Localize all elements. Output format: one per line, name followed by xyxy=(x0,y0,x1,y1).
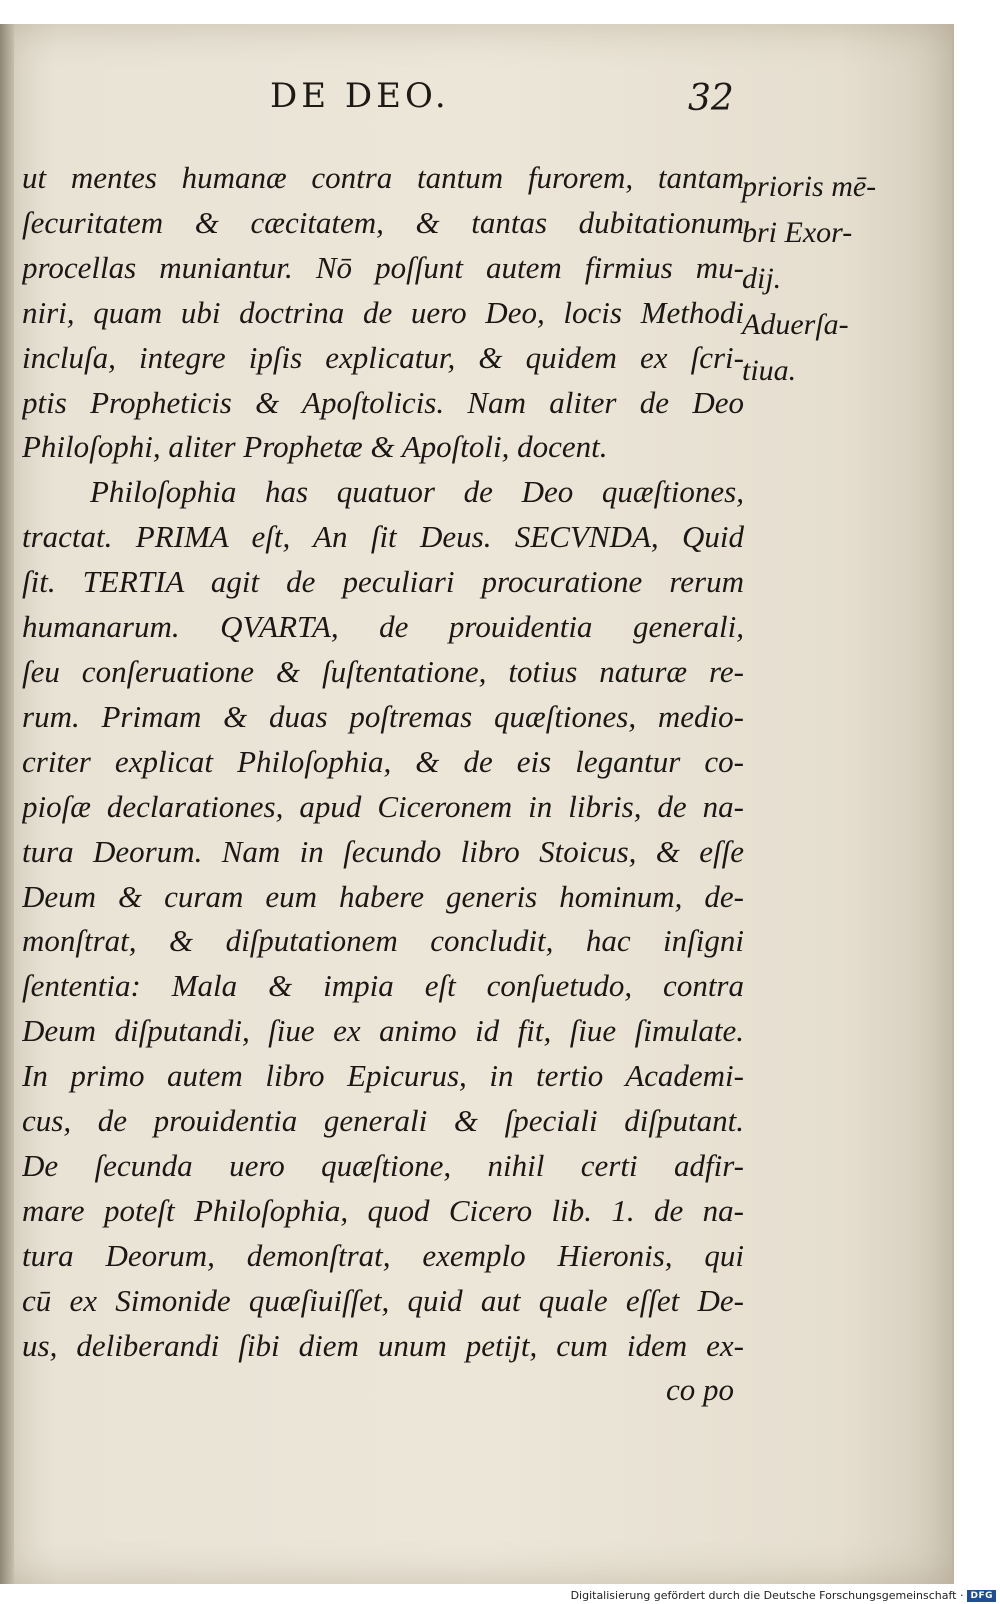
text-line: criter explicat Philoſophia, & de eis legantur co- xyxy=(22,743,744,779)
page-number: 32 xyxy=(688,78,734,119)
text-line: procellas muniantur. Nō poſſunt autem firmius mu- xyxy=(22,249,744,285)
text-line: niri, quam ubi doctrina de uero Deo, locis Methodi xyxy=(22,294,744,330)
text-line: tura Deorum. Nam in ſecundo libro Stoicus, & eſſe xyxy=(22,833,744,869)
text-line: In primo autem libro Epicurus, in tertio Academi- xyxy=(22,1058,744,1094)
marginal-note-line: prioris mē- xyxy=(742,170,877,203)
text-line: humanarum. QVARTA, de prouidentia generali, xyxy=(22,609,744,645)
text-line: ſecuritatem & cæcitatem, & tantas dubitationum xyxy=(22,204,744,240)
text-line: ſit. TERTIA agit de peculiari procuratione rerum xyxy=(22,564,744,600)
marginal-note-line: tiua. xyxy=(742,354,797,387)
text-line: Deum & curam eum habere generis hominum, de- xyxy=(22,878,744,914)
marginal-note-line: Aduerſa- xyxy=(742,308,849,341)
text-line: tractat. PRIMA eſt, An ſit Deus. SECVNDA, Quid xyxy=(22,519,744,555)
marginal-note-line: dij. xyxy=(742,262,782,295)
footer-text: Digitalisierung gefördert durch die Deutsche Forschungsgemeinschaft · xyxy=(570,1589,964,1602)
text-line: mare poteſt Philoſophia, quod Cicero lib. 1. de na- xyxy=(22,1192,744,1228)
text-line: Deum diſputandi, ſiue ex animo id fit, ſiue ſimulate. xyxy=(22,1013,744,1049)
book-page xyxy=(0,24,954,1584)
text-line: tura Deorum, demonſtrat, exemplo Hieronis, qui xyxy=(22,1237,744,1273)
text-line: monſtrat, & diſputationem concludit, hac inſigni xyxy=(22,923,744,959)
text-line: ptis Propheticis & Apoſtolicis. Nam aliter de Deo xyxy=(22,384,744,420)
text-line: cus, de prouidentia generali & ſpeciali diſputant. xyxy=(22,1103,744,1139)
catchword: co po xyxy=(665,1372,734,1408)
text-line: incluſa, integre ipſis explicatur, & quidem ex ſcri- xyxy=(22,339,744,375)
marginal-note xyxy=(742,164,912,394)
text-line: ſententia: Mala & impia eſt conſuetudo, contra xyxy=(22,968,744,1004)
main-text-block xyxy=(22,156,744,1413)
text-line: pioſæ declarationes, apud Ciceronem in libris, de na- xyxy=(22,788,744,824)
text-line: ſeu conſeruatione & ſuſtentatione, totius naturæ re- xyxy=(22,653,744,689)
marginal-note-line: bri Exor- xyxy=(742,216,853,249)
text-line: Philoſophi, aliter Prophetæ & Apoſtoli, docent. xyxy=(22,429,608,465)
text-line: rum. Primam & duas poſtremas quæſtiones, medio- xyxy=(22,698,744,734)
paragraph-start-line: Philoſophia has quatuor de Deo quæſtiones, xyxy=(90,474,744,510)
running-head: DE DEO. xyxy=(270,76,450,116)
text-line: ut mentes humanæ contra tantum furorem, tantam xyxy=(22,160,744,195)
text-line: De ſecunda uero quæſtione, nihil certi adfir- xyxy=(22,1147,744,1183)
digitization-credit xyxy=(571,1589,996,1602)
text-line: cū ex Simonide quæſiuiſſet, quid aut quale eſſet De- xyxy=(22,1282,744,1318)
text-line: us, deliberandi ſibi diem unum petijt, cum idem ex- xyxy=(22,1327,744,1363)
dfg-logo-icon: DFG xyxy=(967,1590,996,1602)
